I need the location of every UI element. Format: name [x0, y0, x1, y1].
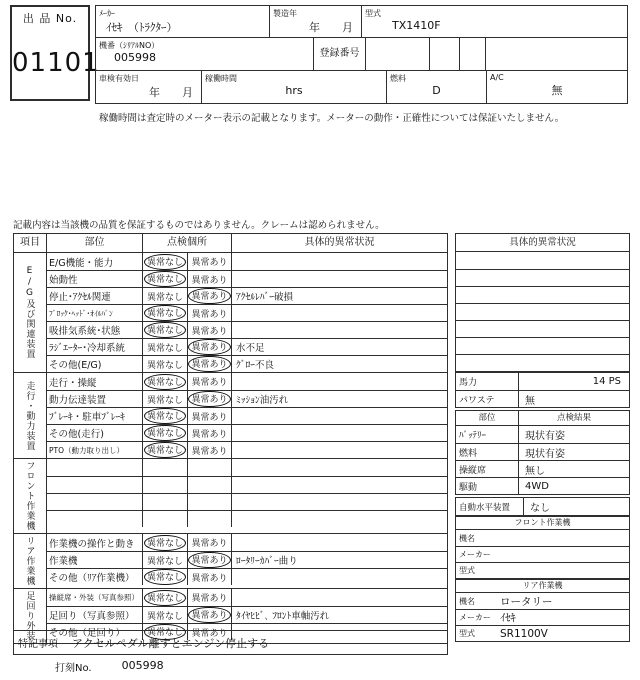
- power-box: [455, 372, 630, 408]
- check-option-label: 異常あり: [191, 539, 228, 549]
- abnormality-detail: [232, 477, 447, 493]
- parts-result-row: [456, 443, 629, 460]
- table-section: [14, 533, 447, 588]
- registration-no-label: 登録番号: [319, 48, 360, 59]
- mfg-year-label: 製造年: [273, 9, 297, 18]
- abnormality-detail: ﾐｯｼｮﾝ油汚れ: [236, 395, 289, 406]
- model-cell: [361, 6, 627, 37]
- part-name: 作業機: [47, 552, 143, 568]
- selection-ellipse: 異常あり: [188, 339, 230, 355]
- check-option-label: 異常なし: [146, 395, 183, 406]
- check-yes-cell: [188, 391, 232, 407]
- stamp-no-value: 005998: [121, 659, 164, 672]
- mfg-year-value: 年 月: [309, 21, 353, 34]
- inspection-row: [47, 390, 447, 407]
- check-option-label: 異常あり: [191, 429, 228, 440]
- inspection-row: [47, 355, 447, 372]
- check-option-label: 異常なし: [146, 611, 183, 622]
- table-section: [14, 372, 447, 458]
- abnormal-status-header: 具体的異常状況: [456, 234, 629, 252]
- check-no-cell: [143, 305, 188, 321]
- check-yes-cell: [188, 569, 232, 585]
- abnormality-detail: [232, 569, 447, 585]
- fuel-value: D: [432, 84, 441, 97]
- selection-ellipse: 異常なし: [144, 408, 186, 424]
- parts-result-label: ﾊﾞｯﾃﾘｰ: [456, 426, 519, 443]
- rear-attachment-header: リア作業機: [456, 580, 629, 593]
- check-yes-cell: [188, 511, 232, 527]
- part-name: [47, 494, 143, 510]
- special-notes-value: アクセルペダル離すとエンジン停止する: [72, 636, 270, 650]
- inspection-row: [47, 338, 447, 355]
- power-row: [456, 390, 629, 407]
- special-notes-label: 特記事項: [18, 639, 58, 650]
- auto-level-label: 自動水平装置: [456, 498, 524, 515]
- special-notes-box: [13, 630, 448, 655]
- power-row: [456, 373, 629, 390]
- check-option-label: 異常あり: [191, 275, 228, 286]
- inspection-row: [47, 534, 447, 551]
- selection-ellipse: 異常なし: [144, 569, 186, 585]
- serial-cell: [96, 38, 313, 70]
- section-label: 走行・動力装置: [14, 373, 47, 458]
- check-yes-cell: [188, 534, 232, 551]
- inspection-due-value: 年 月: [149, 86, 193, 99]
- fuel-label: 燃料: [390, 74, 406, 83]
- selection-ellipse: 異常あり: [188, 607, 230, 623]
- attachment-label: メーカー: [459, 550, 491, 559]
- check-yes-cell: [188, 322, 232, 338]
- abnormality-detail: [232, 253, 447, 270]
- parts-result-label: 操縦席: [456, 461, 519, 477]
- part-name: その他(E/G): [47, 356, 143, 372]
- section-label: 足回り外装: [14, 589, 47, 643]
- parts-result-header: [456, 411, 629, 426]
- maker-cell: [96, 6, 269, 37]
- part-name: 足回り（写真参照）: [47, 607, 143, 623]
- check-no-cell: [143, 589, 188, 606]
- ac-label: A/C: [490, 73, 504, 82]
- operating-hours-value: hrs: [285, 84, 303, 97]
- selection-ellipse: 異常なし: [144, 590, 186, 606]
- section-label: フロント作業機: [14, 459, 47, 533]
- abnormality-detail: [232, 408, 447, 424]
- selection-ellipse: 異常あり: [188, 391, 230, 407]
- abnormality-detail: ｱｸｾﾙﾚﾊﾞｰ破損: [236, 292, 294, 303]
- check-yes-cell: [188, 305, 232, 321]
- check-no-cell: [143, 459, 188, 476]
- inspection-row: [47, 321, 447, 338]
- abnormal-status-row: [456, 354, 629, 371]
- check-yes-cell: [188, 288, 232, 304]
- check-no-cell: [143, 356, 188, 372]
- parts-result-box: [455, 410, 630, 495]
- selection-ellipse: 異常なし: [144, 374, 186, 390]
- abnormality-detail: ﾀｲﾔﾋﾋﾞ､ ﾌﾛﾝﾄ車軸汚れ: [236, 611, 330, 622]
- parts-result-value: 無し: [525, 465, 545, 477]
- part-name: その他（足回り）: [47, 624, 143, 640]
- attachment-label: 機名: [459, 596, 475, 606]
- abnormal-status-row: [456, 303, 629, 320]
- abnormality-detail: ﾛｰﾀﾘｰｶﾊﾞｰ曲り: [236, 556, 298, 567]
- model-label: 型式: [365, 9, 381, 18]
- header-part: 部位: [47, 234, 143, 252]
- power-label: 馬力: [456, 373, 519, 390]
- part-name: その他(走行): [47, 425, 143, 441]
- registration-empty-cell-1: [365, 38, 429, 70]
- selection-ellipse: 異常なし: [144, 305, 186, 321]
- exhibit-no-box: [10, 5, 100, 101]
- abnormal-status-row: [456, 337, 629, 354]
- attachment-row: [456, 530, 629, 546]
- attachment-row: [456, 593, 629, 609]
- check-option-label: 異常あり: [191, 594, 228, 604]
- attachment-label: 型式: [459, 629, 475, 638]
- inspection-row: [47, 476, 447, 493]
- check-yes-cell: [188, 425, 232, 441]
- ac-cell: [486, 71, 627, 103]
- check-option-label: 異常あり: [191, 258, 228, 268]
- attachment-value: ロータリー: [500, 595, 553, 608]
- check-option-label: 異常あり: [191, 309, 228, 320]
- front-attachment-box: [455, 516, 630, 579]
- table-section: [14, 458, 447, 533]
- attachment-value: SR1100V: [500, 627, 548, 640]
- abnormal-status-row: [456, 286, 629, 303]
- stamp-no-label: 打刻No.: [55, 663, 92, 674]
- abnormal-status-box: [455, 233, 630, 372]
- inspection-row: [47, 373, 447, 390]
- part-name: PTO（動力取り出し）: [47, 442, 143, 458]
- parts-result-value: 4WD: [525, 480, 549, 492]
- inspection-row: [47, 589, 447, 606]
- parts-result-row: [456, 477, 629, 494]
- check-no-cell: [143, 373, 188, 390]
- inspection-row: [47, 304, 447, 321]
- check-yes-cell: [188, 339, 232, 355]
- header-item: 項目: [14, 234, 47, 252]
- check-option-label: 異常あり: [191, 628, 228, 639]
- abnormality-detail: [232, 425, 447, 441]
- operating-hours-label: 稼働時間: [205, 74, 237, 83]
- abnormality-detail: [232, 442, 447, 458]
- check-yes-cell: [188, 271, 232, 287]
- attachment-row: [456, 546, 629, 562]
- mfg-year-cell: [269, 6, 361, 37]
- check-yes-cell: [188, 589, 232, 606]
- inspection-row: [47, 287, 447, 304]
- part-name: ﾌﾞﾚｰｷ・駐車ﾌﾞﾚｰｷ: [47, 408, 143, 424]
- section-label: E/G及び関連装置: [14, 253, 47, 372]
- selection-ellipse: 異常あり: [188, 288, 230, 304]
- power-value: 無: [525, 395, 535, 407]
- part-name: 操縦席・外装（写真参照）: [47, 589, 143, 606]
- selection-ellipse: 異常なし: [144, 442, 186, 458]
- registration-empty-cell-2: [429, 38, 459, 70]
- parts-result-row: [456, 426, 629, 443]
- parts-result-value: 現状有姿: [525, 448, 565, 460]
- check-option-label: 異常なし: [146, 292, 183, 303]
- check-yes-cell: [188, 442, 232, 458]
- part-name: 始動性: [47, 271, 143, 287]
- attachment-label: 型式: [459, 566, 475, 575]
- registration-empty-cell-4: [485, 38, 627, 70]
- check-no-cell: [143, 253, 188, 270]
- check-yes-cell: [188, 552, 232, 568]
- quality-disclaimer: 記載内容は当該機の品質を保証するものではありません。クレームは認められません。: [13, 220, 385, 231]
- serial-label: 機番（ｼﾘｱﾙNO）: [99, 41, 160, 50]
- inspection-table: [13, 233, 448, 644]
- auto-level-box: [455, 497, 630, 516]
- serial-value: 005998: [114, 51, 156, 64]
- check-yes-cell: [188, 607, 232, 623]
- auto-level-value: なし: [530, 503, 550, 514]
- header-check: 点検個所: [143, 234, 232, 252]
- selection-ellipse: 異常あり: [188, 552, 230, 568]
- inspection-sections: [14, 253, 447, 643]
- attachment-row: [456, 609, 629, 625]
- abnormality-detail: [232, 589, 447, 606]
- inspection-row: [47, 407, 447, 424]
- inspection-row: [47, 253, 447, 270]
- inspection-row: [47, 510, 447, 527]
- part-name: その他（ﾘｱ作業機）: [47, 569, 143, 585]
- abnormality-detail: [232, 459, 447, 476]
- part-name: [47, 511, 143, 527]
- check-option-label: 異常あり: [191, 326, 228, 337]
- check-no-cell: [143, 607, 188, 623]
- check-no-cell: [143, 288, 188, 304]
- registration-no-cell: [313, 38, 365, 70]
- meter-disclaimer: 稼働時間は査定時のメーター表示の記載となります。メーターの動作・正確性については保証いたしません。: [99, 113, 565, 124]
- check-option-label: 異常あり: [191, 573, 228, 584]
- abnormal-status-row: [456, 252, 629, 269]
- check-yes-cell: [188, 356, 232, 372]
- inspection-row: [47, 459, 447, 476]
- part-name: ﾗｼﾞｴｰﾀｰ･冷却系統: [47, 339, 143, 355]
- attachment-label: 機名: [459, 533, 475, 543]
- check-no-cell: [143, 511, 188, 527]
- check-no-cell: [143, 569, 188, 585]
- check-no-cell: [143, 442, 188, 458]
- maker-value: ｲｾｷ （ﾄﾗｸﾀｰ）: [106, 21, 178, 34]
- check-no-cell: [143, 322, 188, 338]
- maker-label: ﾒｰｶｰ: [99, 9, 115, 18]
- inspection-row: [47, 606, 447, 623]
- abnormality-detail: [232, 511, 447, 527]
- inspection-due-label: 車検有効日: [99, 74, 139, 83]
- parts-result-row: [456, 460, 629, 477]
- inspection-row: [47, 424, 447, 441]
- part-name: 停止･ｱｸｾﾙ関連: [47, 288, 143, 304]
- check-yes-cell: [188, 408, 232, 424]
- inspection-row: [47, 493, 447, 510]
- parts-result-label: 燃料: [456, 444, 519, 460]
- attachment-label: メーカー: [459, 613, 491, 622]
- parts-header-part: 部位: [456, 411, 519, 425]
- abnormality-detail: [232, 305, 447, 321]
- power-value: 14 PS: [592, 376, 621, 387]
- check-no-cell: [143, 534, 188, 551]
- check-no-cell: [143, 477, 188, 493]
- check-yes-cell: [188, 477, 232, 493]
- selection-ellipse: 異常なし: [144, 425, 186, 441]
- part-name: 作業機の操作と動き: [47, 534, 143, 551]
- check-option-label: 異常あり: [191, 412, 228, 423]
- inspection-row: [47, 270, 447, 287]
- check-option-label: 異常なし: [146, 556, 183, 567]
- part-name: [47, 459, 143, 476]
- abnormality-detail: [232, 322, 447, 338]
- abnormality-detail: ｸﾞﾛｰ不良: [236, 360, 275, 371]
- front-attachment-header: フロント作業機: [456, 517, 629, 530]
- part-name: [47, 477, 143, 493]
- machine-info-table: [95, 5, 628, 104]
- model-value: TX1410F: [392, 19, 441, 32]
- check-option-label: 異常あり: [191, 446, 228, 457]
- power-label: パワステ: [456, 391, 519, 407]
- selection-ellipse: 異常なし: [144, 322, 186, 338]
- selection-ellipse: 異常なし: [144, 271, 186, 287]
- part-name: E/G機能・能力: [47, 253, 143, 270]
- selection-ellipse: 異常あり: [188, 356, 230, 372]
- fuel-cell: [386, 71, 486, 103]
- selection-ellipse: 異常なし: [144, 535, 186, 551]
- check-no-cell: [143, 494, 188, 510]
- abnormality-detail: [232, 534, 447, 551]
- check-option-label: 異常あり: [191, 378, 228, 388]
- exhibit-no-label: 出 品 No.: [22, 12, 78, 25]
- parts-header-result: 点検結果: [556, 413, 591, 423]
- stamp-no-line: [55, 659, 164, 674]
- inspection-row: [47, 551, 447, 568]
- header-detail: 具体的異常状況: [304, 237, 375, 248]
- abnormality-detail: 水不足: [236, 343, 265, 354]
- check-yes-cell: [188, 459, 232, 476]
- check-no-cell: [143, 391, 188, 407]
- check-no-cell: [143, 425, 188, 441]
- check-no-cell: [143, 408, 188, 424]
- check-no-cell: [143, 339, 188, 355]
- check-option-label: 異常なし: [146, 360, 183, 371]
- ac-value: 無: [551, 84, 563, 97]
- operating-hours-cell: [201, 71, 386, 103]
- parts-result-label: 駆動: [456, 478, 519, 494]
- selection-ellipse: 異常なし: [144, 254, 186, 270]
- check-yes-cell: [188, 494, 232, 510]
- check-no-cell: [143, 552, 188, 568]
- check-yes-cell: [188, 373, 232, 390]
- registration-empty-cell-3: [459, 38, 485, 70]
- exhibit-no-value: 01101: [12, 48, 100, 78]
- inspection-row: [47, 441, 447, 458]
- check-option-label: 異常なし: [146, 343, 183, 354]
- inspection-due-cell: [96, 71, 201, 103]
- part-name: 走行・操縦: [47, 373, 143, 390]
- attachment-value: ｲｾｷ: [500, 612, 516, 624]
- inspection-table-header: [14, 234, 447, 253]
- section-label: リア作業機: [14, 534, 47, 588]
- abnormality-detail: [232, 271, 447, 287]
- check-yes-cell: [188, 253, 232, 270]
- attachment-row: [456, 625, 629, 641]
- abnormality-detail: [232, 494, 447, 510]
- check-no-cell: [143, 271, 188, 287]
- part-name: 動力伝達装置: [47, 391, 143, 407]
- attachment-row: [456, 562, 629, 578]
- inspection-row: [47, 568, 447, 585]
- table-section: [14, 253, 447, 372]
- rear-attachment-box: [455, 579, 630, 642]
- abnormal-status-row: [456, 269, 629, 286]
- parts-result-value: 現状有姿: [525, 431, 565, 442]
- part-name: ﾌﾞﾛｯｸ･ﾍｯﾄﾞ･ｵｲﾙﾊﾟﾝ: [47, 305, 143, 321]
- part-name: 吸排気系統･状態: [47, 322, 143, 338]
- abnormality-detail: [232, 373, 447, 390]
- abnormal-status-row: [456, 320, 629, 337]
- selection-ellipse: 異常なし: [144, 624, 186, 640]
